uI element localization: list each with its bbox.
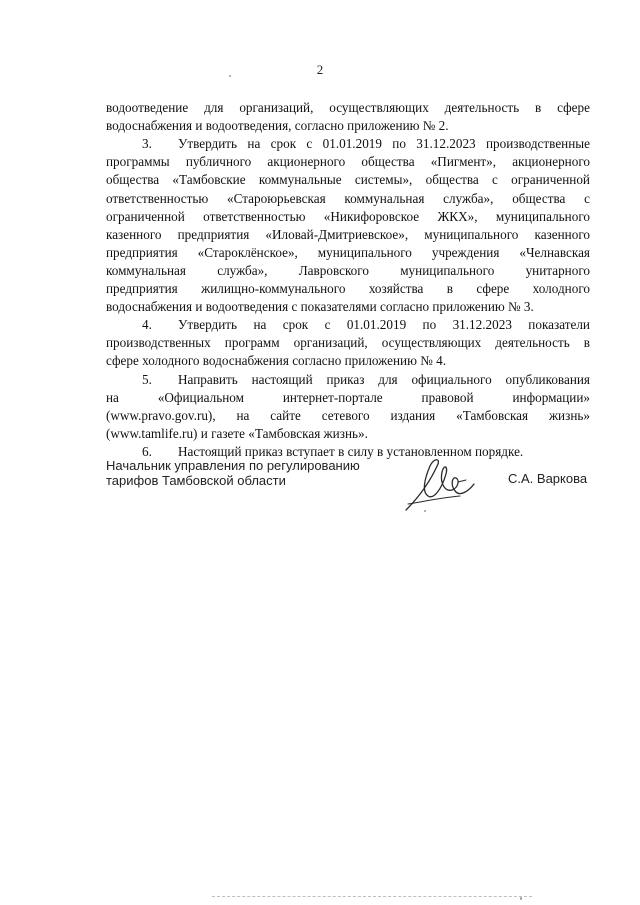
- body-line: казенного предприятия «Иловай-Дмитриевское», муниципального казенного: [106, 226, 590, 242]
- paragraph-number: 5.: [142, 371, 152, 387]
- bottom-divider: [212, 896, 532, 897]
- body-line: ответственностью «Староюрьевская коммунальная служба», общества с: [106, 190, 590, 206]
- body-line: [142, 371, 590, 389]
- handwritten-signature: [398, 452, 484, 516]
- paragraph-text: Утвердить на срок с 01.01.2019 по 31.12.2023 показатели: [178, 317, 590, 333]
- scan-speck: [520, 897, 522, 900]
- body-line: на «Официальном интернет-портале правовой информации»: [106, 389, 590, 405]
- paragraph-text: Настоящий приказ вступает в силу в установленном порядке.: [178, 443, 524, 459]
- signatory-title-line-2: тарифов Тамбовской области: [106, 473, 286, 488]
- body-line: общества «Тамбовские коммунальные системы», общества с ограниченной: [106, 172, 590, 188]
- body-line: (www.pravo.gov.ru), на сайте сетевого издания «Тамбовская жизнь»: [106, 407, 590, 423]
- paragraph-number: 4.: [142, 317, 152, 333]
- body-line: водоснабжения и водоотведения с показателями согласно приложению № 3.: [106, 299, 534, 315]
- body-line: сфере холодного водоснабжения согласно приложению № 4.: [106, 353, 446, 369]
- body-line: ограниченной ответственностью «Никифоровское ЖКХ», муниципального: [106, 208, 590, 224]
- body-line: программы публичного акционерного общества «Пигмент», акционерного: [106, 154, 590, 170]
- signatory-title: [106, 458, 386, 488]
- body-line: (www.tamlife.ru) и газете «Тамбовская жизнь».: [106, 425, 368, 441]
- paragraph-number: 3.: [142, 136, 152, 152]
- signatory-name: С.А. Варкова: [508, 471, 588, 486]
- body-line: водоснабжения и водоотведения, согласно приложению № 2.: [106, 118, 449, 134]
- paragraph-text: Утвердить на срок с 01.01.2019 по 31.12.2023 производственные: [178, 136, 590, 152]
- body-line: коммунальная служба», Лавровского муниципального унитарного: [106, 262, 590, 278]
- body-line: производственных программ организаций, осуществляющих деятельность в: [106, 335, 590, 351]
- body-line: [142, 316, 590, 334]
- body-line: водоотведение для организаций, осуществляющих деятельность в сфере: [106, 100, 590, 115]
- paragraph-text: Направить настоящий приказ для официального опубликования: [178, 371, 590, 387]
- paragraph-number: 6.: [142, 443, 152, 459]
- signatory-title-line-1: Начальник управления по регулированию: [106, 458, 360, 473]
- scan-speck: [229, 75, 231, 77]
- body-line: предприятия жилищно-коммунального хозяйства в сфере холодного: [106, 281, 590, 296]
- page-number: 2: [316, 62, 324, 77]
- body-line: предприятия «Староклёнское», муниципального учреждения «Челнавская: [106, 244, 590, 260]
- body-line: [142, 135, 590, 153]
- scan-speck: [424, 510, 426, 512]
